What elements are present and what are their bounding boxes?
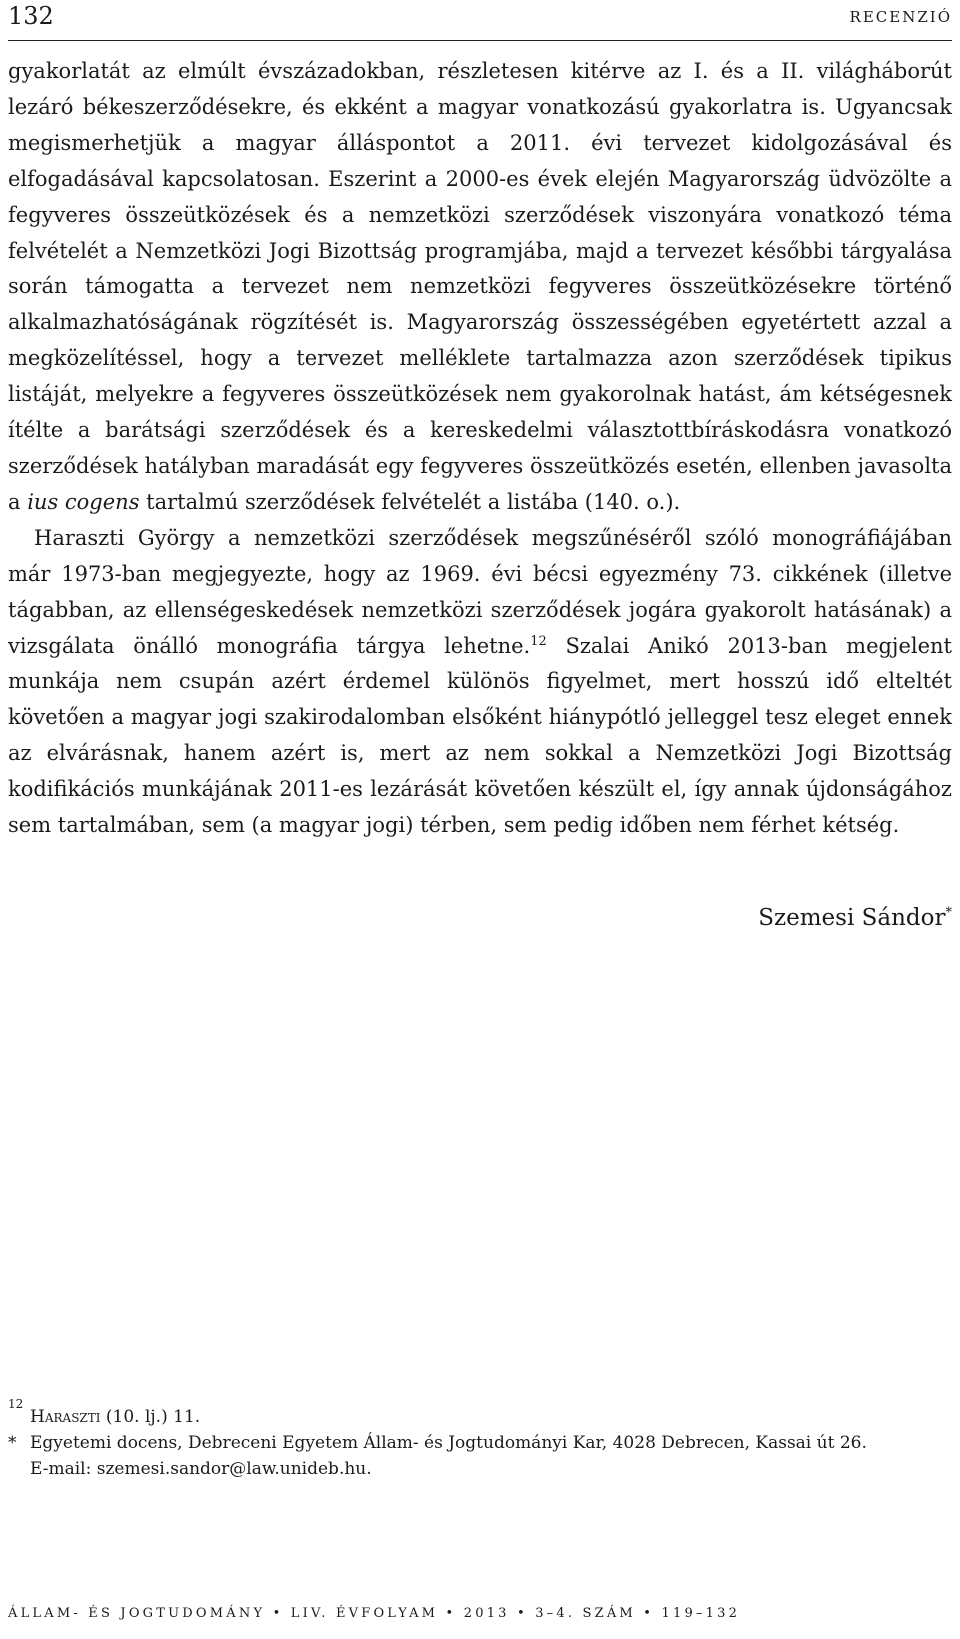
affiliation-text: Egyetemi docens, Debreceni Egyetem Állam- és Jogtudományi Kar, 4028 Debrecen, Kassai út 26. — [30, 1433, 867, 1453]
footer-issue: 3–4. SZÁM — [535, 1606, 636, 1621]
author-signature — [758, 905, 952, 931]
footer-year: 2013 — [463, 1606, 510, 1621]
footer-journal: ÁLLAM- ÉS JOGTUDOMÁNY — [8, 1606, 266, 1621]
footnote-text: (10. lj.) 11. — [100, 1407, 201, 1427]
footer-separator: • — [272, 1606, 284, 1621]
footnotes — [8, 1397, 952, 1482]
paragraph-2 — [8, 521, 952, 844]
footer-volume: LIV. ÉVFOLYAM — [290, 1606, 439, 1621]
paragraph-1-end: tartalmú szerződések felvételét a listába (140. o.). — [139, 489, 681, 514]
footer-pages: 119–132 — [661, 1606, 741, 1621]
page-footer — [8, 1606, 952, 1621]
author-footnote-ref[interactable]: * — [945, 905, 952, 921]
footnote-12: 12 Haraszti (10. lj.) 11. — [8, 1397, 201, 1427]
email-link[interactable]: E-mail: szemesi.sandor@law.unideb.hu. — [30, 1459, 372, 1479]
paragraph-2-text: Haraszti György a nemzetközi szerződések megszűnéséről szóló monográfiájában már 1973-ban megjegyezte, hogy az 1969. évi bécsi egyezmény 73. cikkének (illetve tágabban, az ellenségeskedések nemzetközi szerződések jogára gyakorolt hatásának) a vizsgálata önálló monográfia tárgya lehetne. — [8, 525, 952, 658]
footnote-author-affiliation — [8, 1430, 952, 1482]
page-number: 132 — [8, 2, 54, 30]
footer-separator: • — [643, 1606, 655, 1621]
footnote-author: Haraszti — [30, 1407, 101, 1427]
paragraph-1 — [8, 54, 952, 521]
page-header — [8, 0, 952, 41]
latin-term: ius cogens — [27, 489, 140, 514]
footnote-asterisk: * — [8, 1433, 17, 1453]
article-body — [8, 54, 952, 844]
paragraph-2-end: Szalai Anikó 2013-ban megjelent munkája nem csupán azért érdemel különös figyelmet, mert hosszú idő elteltét követően a magyar jogi szakirodalomban elsőként hiánypótló jelleggel tesz eleget ennek az elvárásnak, hanem azért is, mert az nem sokkal a Nemzetközi Jogi Bizottság kodifikációs munkájának 2011-es lezárását követően készült el, így annak újdonságához sem tartalmában, sem (a magyar jogi) térben, sem pedig időben nem férhet kétség. — [8, 633, 952, 838]
footer-separator: • — [445, 1606, 457, 1621]
paragraph-1-text: gyakorlatát az elmúlt évszázadokban, részletesen kitérve az I. és a II. világháborút lezáró békeszerződésekre, és ekként a magyar vonatkozású gyakorlatra is. Ugyancsak megismerhetjük a magyar álláspontot a 2011. évi tervezet kidolgozásával és elfogadásával kapcsolatosan. Eszerint a 2000-es évek elején Magyarország üdvözölte a fegyveres összeütközések és a nemzetközi szerződések viszonyára vonatkozó téma felvételét a Nemzetközi Jogi Bizottság programjába, majd a tervezet későbbi tárgyalása során támogatta a tervezet nem nemzetközi fegyveres összeütközésekre történő alkalmazhatóságának rögzítését is. Magyarország összességében egyetértett azzal a megközelítéssel, hogy a tervezet melléklete tartalmazza azon szerződések tipikus listáját, melyekre a fegyveres összeütközések nem gyakorolnak hatást, ám kétségesnek ítélte a barátsági szerződések és a kereskedelmi választottbíráskodásra vonatkozó szerződések hatályban maradását egy fegyveres összeütközés esetén, ellenben javasolta a — [8, 59, 952, 514]
footnote-ref-12[interactable]: 12 — [530, 633, 547, 649]
section-label: RECENZIÓ — [849, 8, 952, 26]
footer-separator: • — [516, 1606, 528, 1621]
author-name: Szemesi Sándor — [758, 905, 946, 931]
